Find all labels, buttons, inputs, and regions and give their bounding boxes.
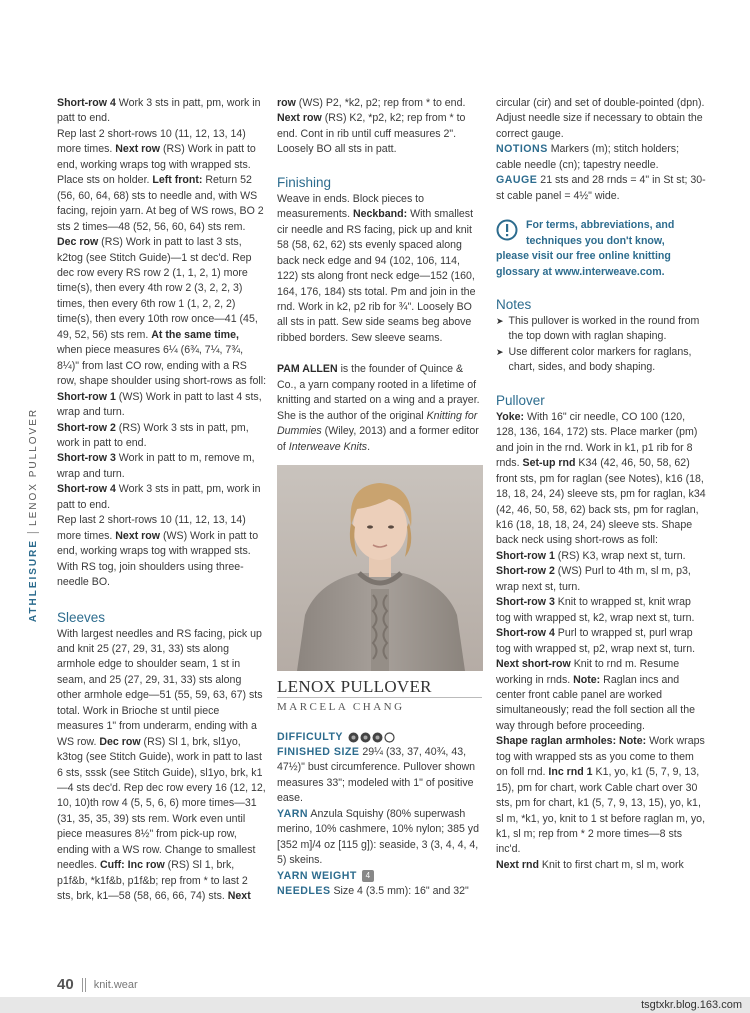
step-text: Rep last 2 short-rows 10 (11, 12, 13, 14) more times. [57, 127, 246, 156]
paragraph [496, 549, 706, 564]
spec-text: Markers (m); stitch holders; cable needle (cn); tapestry needle. [496, 143, 680, 171]
spec-text: 29¼ (33, 37, 40¾, 43, 47½)" bust circumference. Pullover shown measures 33"; modeled with 1" of positive ease. [277, 745, 476, 805]
glossary-link-text: please visit our free online knitting glossary at www.interweave.com. [496, 250, 671, 278]
step-label: Dec row [99, 735, 141, 748]
paragraph [496, 626, 706, 657]
paragraph [57, 390, 267, 421]
step-text: Raglan incs and center front cable panel are worked simultaneously; read the foll section all the way through before proceeding. [496, 673, 696, 732]
step-text: Weave in ends. Block pieces to measurements. [277, 192, 425, 221]
glossary-note [496, 218, 706, 249]
bio-text: (Wiley, 2013) and a former editor of [277, 425, 479, 453]
step-text: Work in patt to m, remove m, wrap and turn. [57, 452, 255, 480]
spec-text: Anzula Squishy (80% superwash merino, 10% cashmere, 10% nylon; 385 yd [352 m]/4 oz [115 g]): seaside, 3 (3, 4, 4, 4, 5) skeins. [277, 807, 479, 867]
step-label: Cuff: Inc row [100, 859, 165, 872]
step-text: Work 3 sts in patt, pm, work in patt to end. [57, 483, 261, 511]
step-label: Short-row 1 [496, 549, 555, 562]
difficulty-rating-icon [348, 732, 396, 743]
step-label: At the same time, [151, 328, 239, 341]
paragraph [496, 858, 706, 873]
paragraph [57, 627, 267, 905]
step-text: (RS) Sl 1, brk, sl1yo, k3tog (see Stitch Guide), work in patt to last 6 sts, sssk (see Stitch Guide), sl1yo, brk, k1—4 sts dec'd. Rep dec row every 16 (12, 12, 10, 10)th row 4 (5, 5, 6, 6) more times—31 (31, 35, 35, 39) sts rem. Work even until piece measures 8½" from pick-up row, ending with a WS row. Change to smallest needles. [57, 735, 266, 872]
step-label: Short-row 1 [57, 390, 116, 403]
step-text: K1, yo, k1 (5, 7, 9, 13, 15), pm for chart, work Cable chart over 30 sts, pm for chart, k1 (5, 7, 9, 13, 15), yo, k1, sl m, *k1, yo, knit to 1 st before raglan m, yo, k1, sl m; rep from * 2 more times—8 sts inc'd. [496, 766, 706, 856]
step-text: Knit to first chart m, sl m, work [538, 858, 684, 871]
section-heading-sleeves: Sleeves [57, 609, 106, 625]
step-label: Yoke: [496, 410, 525, 423]
step-label: Next short-row [496, 658, 571, 671]
paragraph [57, 421, 267, 452]
bio-text: is the founder of Quince & Co., a yarn company rooted in a lifetime of knitting and started on a wing and a prayer. She is the author of the original [277, 363, 480, 422]
difficulty-row [277, 730, 482, 745]
section-heading-finishing: Finishing [277, 174, 332, 190]
needles-spec [277, 884, 482, 899]
paragraph [496, 96, 706, 142]
paragraph [496, 734, 706, 858]
spec-label: YARN WEIGHT [277, 869, 357, 882]
spec-text: Size 4 (3.5 mm): 16" and 32" [330, 885, 469, 898]
step-label: Short-row 3 [496, 596, 555, 609]
spec-text: 21 sts and 28 rnds = 4" in St st; 30-st cable panel = 4½" wide. [496, 174, 706, 202]
designer-bio [277, 362, 482, 455]
step-text: Work wraps tog with wrapped sts as you come to them on foll rnd. [496, 735, 705, 779]
step-text: K34 (42, 46, 50, 58, 62) front sts, pm for raglan (see Notes), k16 (18, 18, 18, 24, 24) sleeve sts, pm for raglan, k34 (42, 46, 50, 58, 62) back sts, pm for raglan, k16 (18, 18, 18, 24, 24) sleeve sts. Shape back neck using short-rows as foll: [496, 457, 706, 547]
step-text: With 16" cir needle, CO 100 (120, 128, 136, 164, 172) sts. Place marker (pm) and join in the rnd. Work in k1, p1 rib for 8 rnds. [496, 410, 698, 470]
paragraph [496, 564, 706, 595]
section-category: ATHLEISURE [27, 538, 39, 622]
step-label: Short-row 4 [57, 483, 116, 496]
spec-label: GAUGE [496, 174, 538, 187]
text-column-2 [277, 96, 482, 900]
paragraph [57, 482, 267, 513]
step-label: Short-row 2 [57, 421, 116, 434]
step-text: With largest needles and RS facing, pick up and knit 25 (27, 29, 31, 33) sts along armhole edge to shoulder seam, 1 st in seam, and 25 (27, 29, 31, 33) sts along other armhole edge—51 (55, 59, 63, 67) sts total. Work in Brioche st until piece measures 1" from underarm, ending with a WS row. [57, 627, 263, 748]
step-text: (RS) Work in patt to last 3 sts, k2tog (see Stitch Guide)—1 st dec'd. Rep dec row every RS row 2 (1, 1, 2, 1) more time(s), then every 4th row 2 (3, 2, 2, 3) times, then every 6th row 1 (1, 2, 2, 2) time(s), then every 10th row once—41 (45, 49, 52, 56) sts rem. [57, 236, 258, 341]
step-text: (WS) Work in patt to end, working wraps tog with wrapped sts. With RS tog, join shoulders using three-needle BO. [57, 529, 259, 589]
step-text: (RS) Work 3 sts in patt, pm, work in patt to end. [57, 421, 249, 449]
yarn-weight [277, 869, 482, 884]
text-column-3 [496, 96, 706, 873]
list-item [496, 314, 706, 345]
bio-text: . [367, 440, 371, 453]
step-label: Short-row 4 [57, 97, 116, 109]
section-heading-pullover: Pullover [496, 392, 545, 408]
step-label: Neckband: [352, 208, 408, 221]
section-title: LENOX PULLOVER [27, 407, 39, 526]
watermark-text: tsgtxkr.blog.163.com [641, 999, 742, 1011]
paragraph [496, 657, 706, 734]
step-label: Next [227, 890, 251, 903]
step-label: Next row [277, 112, 322, 125]
spec-label: FINISHED SIZE [277, 745, 360, 758]
step-text: (RS) Work in patt to end, working wraps tog with wrapped sts. Place sts on holder. [57, 143, 256, 187]
step-label: Inc rnd 1 [548, 766, 593, 779]
page-number: 40 [57, 976, 74, 993]
note-item-text: This pullover is worked in the round from the top down with raglan shaping. [508, 314, 700, 343]
step-text: (WS) Purl to 4th m, sl m, p3, wrap next st, turn. [496, 565, 691, 593]
paragraph [57, 96, 267, 127]
spec-label: NEEDLES [277, 885, 331, 898]
gauge-spec [496, 173, 706, 204]
paragraph [496, 410, 706, 549]
bottom-strip [0, 997, 750, 1013]
step-text: (WS) P2, *k2, p2; rep from * to end. [295, 97, 466, 109]
spec-text: circular (cir) and set of double-pointed (dpn). Adjust needle size if necessary to obtain the correct gauge. [496, 97, 705, 140]
paragraph [57, 513, 267, 590]
pattern-author: MARCELA CHANG [277, 697, 482, 715]
step-text: Knit to rnd m. Resume working in rnds. [496, 658, 680, 686]
footer-divider [82, 978, 86, 992]
paragraph [496, 595, 706, 626]
step-label: Short-row 2 [496, 565, 555, 578]
step-label: row [277, 97, 296, 109]
step-text: Rep last 2 short-rows 10 (11, 12, 13, 14) more times. [57, 514, 246, 542]
book-title: Knitting for Dummies [277, 409, 478, 438]
paragraph [57, 451, 267, 482]
step-text: (RS) K2, *p2, k2; rep from * to end. Cont in rib until cuff measures 2". Loosely BO all sts in patt. [277, 112, 466, 156]
step-label: Next row [115, 143, 161, 156]
paragraph [277, 96, 482, 158]
step-label: Left front: [152, 174, 203, 187]
step-label: Set-up rnd [522, 457, 576, 470]
yarn-weight-icon: 4 [362, 870, 374, 882]
step-text: Return 52 (56, 60, 64, 68) sts to needle and, with WS facing, rejoin yarn. At beg of WS rows, BO 2 sts 2 times—48 (52, 56, 60, 64) sts rem. [57, 174, 264, 233]
step-text: Work 3 sts in patt, pm, work in patt to end. [57, 97, 261, 125]
difficulty-label: DIFFICULTY [277, 730, 344, 743]
step-label: Short-row 4 [496, 627, 555, 640]
section-heading-notes: Notes [496, 296, 532, 312]
step-text: Knit to wrapped st, knit wrap tog with wrapped st, k2, wrap next st, turn. [496, 596, 695, 624]
magazine-name: knit.wear [93, 978, 138, 991]
paragraph [277, 192, 482, 347]
model-photo [277, 465, 483, 671]
page-footer [57, 976, 138, 993]
step-text: With smallest cir needle and RS facing, pick up and knit 58 (58, 62, 62) sts evenly spaced along back neck edge and 94 (102, 106, 114, 122) sts along front neck edge—152 (160, 164, 176, 184) sts total. Pm and join in the rnd. Work in k2, p2 rib for ¾". Loosely BO all sts in patt. Sew side seams beg above ribbed borders. Sew sleeve seams. [277, 208, 476, 344]
notions-spec [496, 142, 706, 173]
bio-name: PAM ALLEN [277, 363, 338, 376]
step-text: Purl to wrapped st, purl wrap tog with wrapped st, p2, wrap next st, turn. [496, 627, 696, 655]
pattern-title: LENOX PULLOVER [277, 677, 432, 697]
paragraph [57, 127, 267, 390]
bullet-icon: ➤ [496, 315, 504, 326]
step-text: (RS) K3, wrap next st, turn. [554, 549, 686, 562]
sidebar-divider [27, 531, 39, 532]
step-label: Dec row [57, 236, 99, 249]
step-text: (WS) Work in patt to last 4 sts, wrap and turn. [57, 390, 262, 419]
note-text: For terms, abbreviations, and techniques you don't know, [526, 219, 675, 247]
yarn-spec [277, 807, 482, 869]
step-label: Short-row 3 [57, 452, 116, 465]
spec-label: NOTIONS [496, 143, 548, 156]
finished-size [277, 745, 482, 807]
step-label: Next rnd [496, 858, 539, 871]
section-sidebar-label [26, 393, 40, 636]
step-label: Shape raglan armholes: Note: [496, 735, 647, 748]
spec-label: YARN [277, 807, 309, 820]
step-label: Next row [115, 529, 161, 542]
bullet-icon: ➤ [496, 346, 504, 357]
exclamation-icon [496, 219, 518, 241]
note-item-text: Use different color markers for raglans, chart, sides, and body shaping. [508, 345, 692, 374]
text-column-1 [57, 96, 267, 905]
magazine-title: Interweave Knits [288, 440, 368, 453]
step-text: (RS) Sl 1, brk, p1f&b, *k1f&b, p1f&b; rep from * to last 2 sts, brk, k1—58 (58, 66, 66, 74) sts. [57, 859, 248, 903]
step-label: Note: [573, 673, 601, 686]
list-item [496, 345, 706, 376]
step-text: when piece measures 6¼ (6¾, 7¼, 7¾, 8¼)" from last CO row, ending with a RS row, shape shoulder using short-rows as foll: [57, 344, 267, 388]
